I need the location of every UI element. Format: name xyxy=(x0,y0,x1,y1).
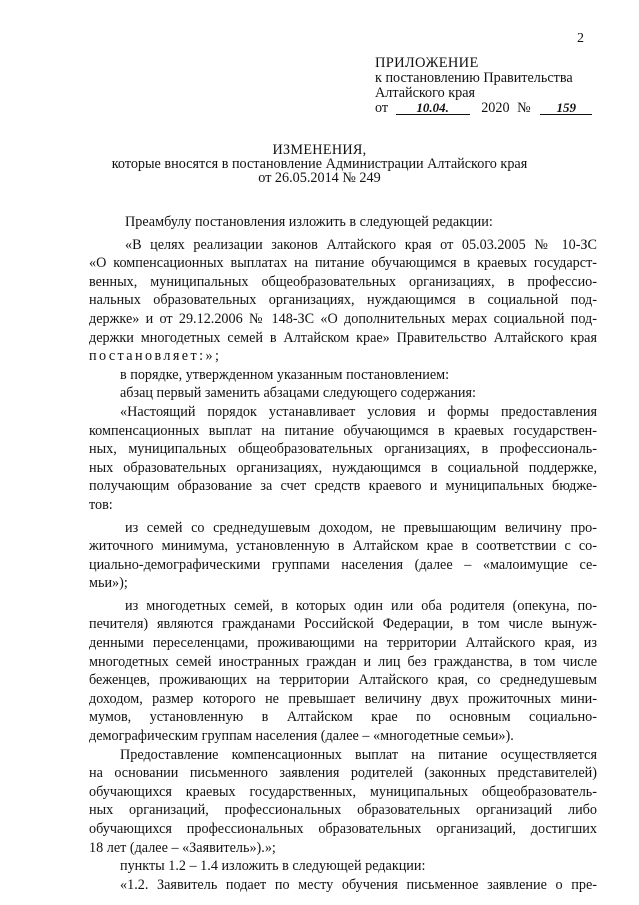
text-line: венных, муниципальных общеобразовательных организациях, в профессио- xyxy=(89,273,597,290)
text-line: держке» и от 29.12.2006 № 148-ЗС «О дополнительных мерах социальной под- xyxy=(89,310,597,327)
text-line: «1.2. Заявитель подает по месту обучения письменное заявление о пре- xyxy=(120,876,597,893)
document-body xyxy=(89,213,597,894)
heading-line2: от 26.05.2014 № 249 xyxy=(258,170,381,186)
text-line: обучающихся краевых государственных, муниципальных общеобразователь- xyxy=(89,783,597,800)
text-line: ных организаций, профессиональных образовательных организаций либо xyxy=(89,802,597,819)
appendix-line2: Алтайского края xyxy=(375,85,476,101)
text-line: «В целях реализации законов Алтайского края от 05.03.2005 № 10-ЗС xyxy=(125,236,597,253)
text-line: из семей со среднедушевым доходом, не превышающим величину про- xyxy=(125,519,597,536)
text-line: абзац первый заменить абзацами следующего содержания: xyxy=(120,385,476,402)
text-line: тов: xyxy=(89,496,113,513)
text-line: печителя) являются гражданами Российской Федерации, в том числе вынуж- xyxy=(89,616,597,633)
text-line: пункты 1.2 – 1.4 изложить в следующей редакции: xyxy=(120,858,426,875)
text-line: ных, муниципальных общеобразовательных организациях, в профессиональ- xyxy=(89,441,597,458)
text-line: обучающихся профессиональных образовательных организаций, достигших xyxy=(89,821,597,837)
year: 2020 xyxy=(481,100,510,116)
text-line: 18 лет (далее – «Заявитель»).»; xyxy=(89,839,276,856)
heading-block xyxy=(0,143,639,185)
text-line: «О компенсационных выплатах на питание обучающимся в краевых государст- xyxy=(89,255,597,272)
text-line: демографическим группам населения (далее – «многодетные семьи»). xyxy=(89,728,514,745)
text-line: ных образовательных организациях, нуждающимся в социальной поддержке, xyxy=(89,459,597,476)
from-label: от xyxy=(375,100,389,116)
text-line: постановляет:»; xyxy=(89,348,222,365)
text-line: многодетных семей иностранных граждан и лиц без гражданства, в том числе xyxy=(89,653,597,670)
number-sign: № xyxy=(517,100,531,116)
date-field: 10.04. xyxy=(396,101,470,115)
text-line: нальных образовательных организациях, нуждающимся в социальной под- xyxy=(89,292,597,309)
text-line: на основании письменного заявления родителей (законных представителей) xyxy=(89,765,597,782)
appendix-block xyxy=(375,56,592,116)
text-line: в порядке, утвержденном указанным постановлением: xyxy=(120,366,450,383)
appendix-title: ПРИЛОЖЕНИЕ xyxy=(375,55,479,71)
text-line: держки многодетных семей в Алтайском крае» Правительство Алтайского края xyxy=(89,329,597,346)
text-line: циально-демографическими группами населения (далее – «малоимущие се- xyxy=(89,556,597,573)
text-line: житочного минимума, установленную в Алтайском крае в соответствии с со- xyxy=(89,538,597,555)
text-line: беженцев, проживающих на территории Алтайского края, со среднедушевым xyxy=(89,672,597,689)
text-line: доходом, размер которого не превышает величину двух прожиточных мини- xyxy=(89,690,597,707)
text-line: мьи»); xyxy=(89,575,128,592)
text-line: получающим образование за счет средств краевого и муниципальных бюдже- xyxy=(89,478,597,495)
text-line: «Настоящий порядок устанавливает условия и формы предоставления xyxy=(120,403,597,420)
heading-title: ИЗМЕНЕНИЯ, xyxy=(272,142,367,158)
appendix-date-line xyxy=(375,101,592,116)
text-line: мумов, установленную в Алтайском крае по основным социально- xyxy=(89,709,597,726)
appendix-line1: к постановлению Правительства xyxy=(375,70,573,86)
text-line: Преамбулу постановления изложить в следующей редакции: xyxy=(125,214,493,230)
page-number: 2 xyxy=(577,31,584,46)
text-line: Предоставление компенсационных выплат на питание осуществляется xyxy=(120,746,597,763)
number-field: 159 xyxy=(540,101,592,115)
text-line: компенсационных выплат на питание обучающимся в краевых государствен- xyxy=(89,422,597,439)
text-line: денными переселенцами, проживающими на территории Алтайского края, из xyxy=(89,635,597,652)
heading-line1: которые вносятся в постановление Администрации Алтайского края xyxy=(111,156,528,172)
text-line: из многодетных семей, в которых один или оба родителя (опекуна, по- xyxy=(125,597,597,614)
